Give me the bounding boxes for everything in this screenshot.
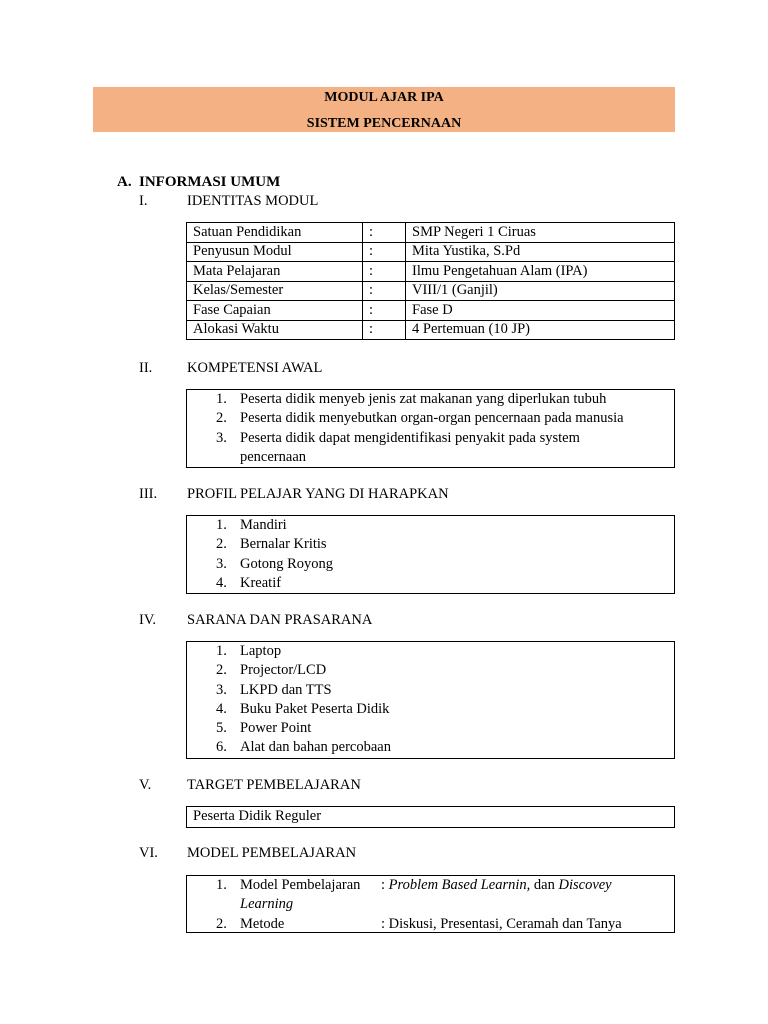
list-item: 3. Gotong Royong: [216, 555, 334, 572]
list-item: 6. Alat dan bahan percobaan: [216, 739, 391, 756]
table-cell-label: Penyusun Modul: [187, 242, 363, 262]
document-title-banner: [93, 87, 675, 132]
table-row: [187, 262, 675, 282]
section-number: I.: [139, 193, 148, 209]
list-item: 2. Bernalar Kritis: [216, 536, 327, 553]
table-row: [187, 301, 675, 321]
table-cell-value: VIII/1 (Ganjil): [406, 281, 675, 301]
list-item: 1. Peserta didik menyeb jenis zat makanan yang diperlukan tubuh: [216, 391, 607, 407]
section-title: TARGET PEMBELAJARAN: [187, 777, 361, 793]
table-cell-label: Alokasi Waktu: [187, 320, 363, 340]
target-value: Peserta Didik Reguler: [193, 808, 322, 824]
list-item: 2. Projector/LCD: [216, 662, 327, 679]
section-title: KOMPETENSI AWAL: [187, 360, 323, 376]
table-row: [187, 242, 675, 262]
model-pembelajaran-box: [186, 875, 675, 933]
list-item: 4. Kreatif: [216, 574, 282, 591]
table-cell-separator: :: [363, 223, 406, 243]
table-cell-value: Fase D: [406, 301, 675, 321]
list-item: 3. LKPD dan TTS: [216, 681, 332, 698]
table-cell-label: Mata Pelajaran: [187, 262, 363, 282]
identitas-modul-table: [186, 222, 675, 340]
section-title: PROFIL PELAJAR YANG DI HARAPKAN: [187, 486, 449, 502]
table-row: [187, 320, 675, 340]
list-item: 5. Power Point: [216, 720, 312, 737]
table-cell-label: Fase Capaian: [187, 301, 363, 321]
section-title: SARANA DAN PRASARANA: [187, 612, 373, 628]
table-cell-value: Mita Yustika, S.Pd: [406, 242, 675, 262]
table-cell-separator: :: [363, 262, 406, 282]
kompetensi-awal-box: [186, 389, 675, 468]
section-a-title: INFORMASI UMUM: [139, 174, 281, 190]
table-row: [187, 223, 675, 243]
table-cell-value: SMP Negeri 1 Ciruas: [406, 223, 675, 243]
list-item: 2. Peserta didik menyebutkan organ-organ pencernaan pada manusia: [216, 410, 624, 427]
target-pembelajaran-box: [186, 806, 675, 828]
section-a-heading: [117, 174, 280, 191]
section-number: VI.: [139, 845, 158, 861]
section-number: III.: [139, 486, 158, 502]
list-item: 1. Laptop: [216, 643, 282, 659]
list-item: 1. Mandiri: [216, 517, 287, 533]
table-cell-label: Satuan Pendidikan: [187, 223, 363, 243]
section-title: IDENTITAS MODUL: [187, 193, 319, 209]
table-cell-separator: :: [363, 301, 406, 321]
title-line-1: MODUL AJAR IPA: [324, 90, 444, 105]
profil-pelajar-box: [186, 515, 675, 594]
table-cell-value: Ilmu Pengetahuan Alam (IPA): [406, 262, 675, 282]
table-cell-separator: :: [363, 320, 406, 340]
list-item: 2. Metode : Diskusi, Presentasi, Ceramah dan Tanya: [216, 915, 622, 932]
list-item: 1. Model Pembelajaran : Problem Based Learnin, dan Discovey Learning: [216, 877, 612, 913]
table-cell-separator: :: [363, 242, 406, 262]
section-title: MODEL PEMBELAJARAN: [187, 845, 357, 861]
list-item: 3. Peserta didik dapat mengidentifikasi penyakit pada system pencernaan: [216, 429, 580, 465]
sarana-prasarana-box: [186, 641, 675, 759]
table-cell-value: 4 Pertemuan (10 JP): [406, 320, 675, 340]
section-number: II.: [139, 360, 153, 376]
list-item: 4. Buku Paket Peserta Didik: [216, 700, 390, 717]
table-cell-separator: :: [363, 281, 406, 301]
section-number: V.: [139, 777, 152, 793]
title-line-2: SISTEM PENCERNAAN: [306, 116, 462, 131]
table-cell-label: Kelas/Semester: [187, 281, 363, 301]
section-a-letter: A.: [117, 174, 132, 190]
section-number: IV.: [139, 612, 157, 628]
table-row: [187, 281, 675, 301]
